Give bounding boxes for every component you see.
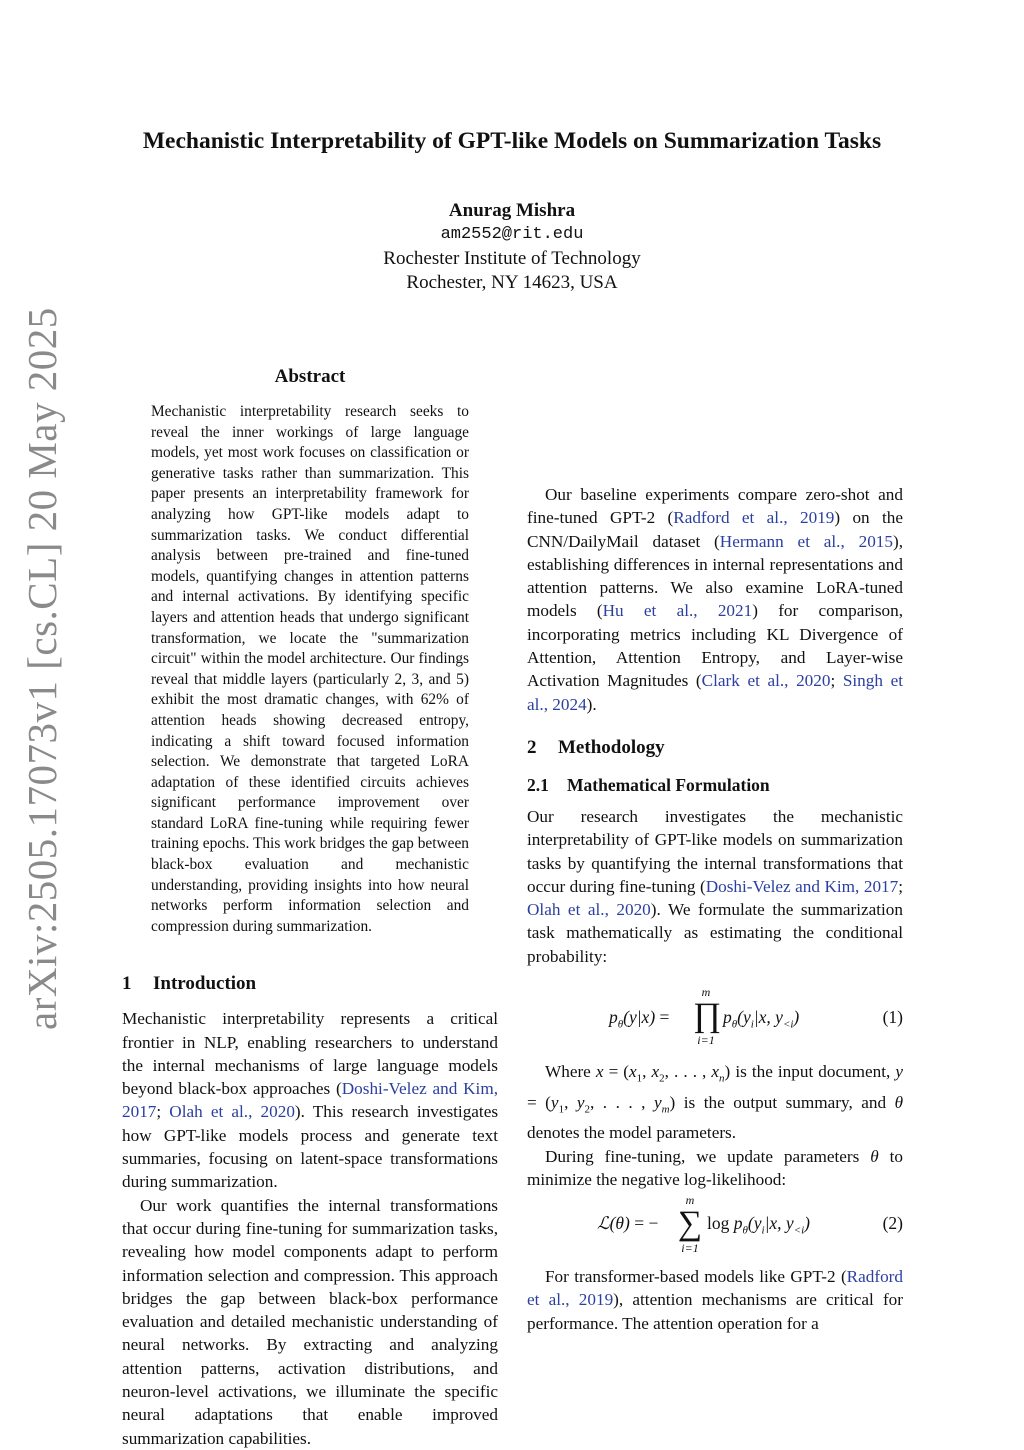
paper-title: Mechanistic Interpretability of GPT-like Models on Summarization Tasks: [142, 128, 882, 154]
citation-link[interactable]: Singh et al., 2024: [527, 671, 903, 714]
citation-link[interactable]: Olah et al., 2020: [169, 1102, 295, 1122]
citation-link[interactable]: Radford et al., 2019: [527, 1267, 903, 1310]
intro-number: 1: [122, 973, 132, 994]
methodology-paragraph-2: Where $x = (x_1$, $x_2$, . . . , $x_n$) is the input document, $y = (y_1$, $y_2$, . . . , $y_m$) is the output summary, and θ denotes the model parameters. During fine-tuning, we update parameters θ to minimize the negative log-likelihood:: [527, 1062, 904, 1190]
arxiv-identifier: arXiv:2505.17073v1 [cs.CL] 20 May 2025: [19, 307, 65, 1030]
intro-paragraph-3: Our baseline experiments compare zero-shot and fine-tuned GPT-2 (Radford et al., 2019) on the CNN/DailyMail dataset (Hermann et al., 2015), establishing differences in internal representations and attention patterns. We also examine LoRA-tuned models (Hu et al., 2021) for comparison, incorporating metrics including KL Divergence of Attention, Attention Entropy, and Layer-wise Activation Magnitudes (Clark et al., 2020; Singh et al., 2024).: [527, 485, 904, 714]
intro-title: Introduction: [153, 973, 257, 994]
author-address: Rochester, NY 14623, USA: [406, 272, 618, 293]
methodology-paragraph-1: Our research investigates the mechanistic interpretability of GPT-like models on summarization tasks by quantifying the internal transformations that occur during fine-tuning (Doshi-Velez and Kim, 2017; Olah et al., 2020). We formulate the summarization task mathematically as estimating the conditional probability:: [527, 807, 904, 966]
equation-1: $p_\theta(y|x)$ = m ∏ i=1 $p_\theta(y_i|x$, $y_{<i}$) (1): [609, 985, 903, 1047]
methodology-paragraph-4: For transformer-based models like GPT-2 (Radford et al., 2019), attention mechanisms are critical for performance. The attention operation for a: [527, 1267, 903, 1333]
author-name: Anurag Mishra: [448, 200, 576, 221]
equation-2: ℒ(θ) = − m ∑ i=1 $\log p_\theta(y_i|x$, $y_{<i}$) (2): [597, 1193, 903, 1255]
author-block: [0, 199, 1024, 295]
citation-link[interactable]: Radford et al., 2019: [673, 508, 835, 528]
equation-number: (2): [882, 1213, 903, 1233]
abstract-text: Mechanistic interpretability research seeks to reveal the inner workings of large language models, yet most work focuses on classification or generative tasks rather than summarization. This paper presents an interpretability framework for analyzing how GPT-like models adapt to summarization tasks. We conduct differential analysis between pre-trained and fine-tuned models, quantifying changes in attention patterns and internal activations. By identifying specific layers and attention heads that undergo significant transformation, we locate the "summarization circuit" within the model architecture. Our findings reveal that middle layers (particularly 2, 3, and 5) exhibit the most dramatic changes, with 62% of attention heads showing decreased entropy, indicating a shift toward focused information selection. We demonstrate that targeted LoRA adaptation of these identified circuits achieves significant performance improvement over standard LoRA fine-tuning while requiring fewer training epochs. This work bridges the gap between black-box evaluation and mechanistic understanding, providing insights into how neural networks perform information selection and compression during summarization.: [151, 403, 469, 935]
author-email[interactable]: am2552@rit.edu: [440, 225, 584, 244]
methodology-heading: 2 Methodology: [527, 737, 665, 758]
intro-paragraph-2: Our work quantifies the internal transformations that occur during fine-tuning for summarization tasks, revealing how model components adapt to perform information selection and compression. This approach bridges the gap between black-box performance evaluation and detailed mechanistic understanding of neural networks. By extracting and analyzing attention patterns, activation distributions, and neuron-level activations, we illuminate the specific neural adaptations that enable improved summarization capabilities.: [122, 1195, 498, 1448]
citation-link[interactable]: Doshi-Velez and Kim, 2017: [122, 1079, 498, 1122]
intro-section: [122, 972, 498, 1450]
intro-heading: [122, 972, 498, 995]
intro-paragraph-1: Mechanistic interpretability represents a critical frontier in NLP, enabling researchers to understand the internal mechanisms of large language models beyond black-box approaches (Doshi-Velez and Kim, 2017; Olah et al., 2020). This research investigates how GPT-like models process and generate text summaries, focusing on latent-space transformations during summarization.: [122, 1009, 499, 1192]
citation-link[interactable]: Hu et al., 2021: [602, 601, 753, 621]
citation-link[interactable]: Hermann et al., 2015: [719, 531, 893, 551]
equation-number: (1): [882, 1007, 903, 1027]
citation-link[interactable]: Clark et al., 2020: [701, 671, 831, 691]
citation-link[interactable]: Doshi-Velez and Kim, 2017: [705, 876, 899, 896]
subsection-heading: 2.1 Mathematical Formulation: [527, 775, 770, 795]
abstract-heading: Abstract: [274, 366, 346, 387]
author-affiliation: Rochester Institute of Technology: [383, 248, 641, 269]
citation-link[interactable]: Olah et al., 2020: [527, 900, 651, 920]
